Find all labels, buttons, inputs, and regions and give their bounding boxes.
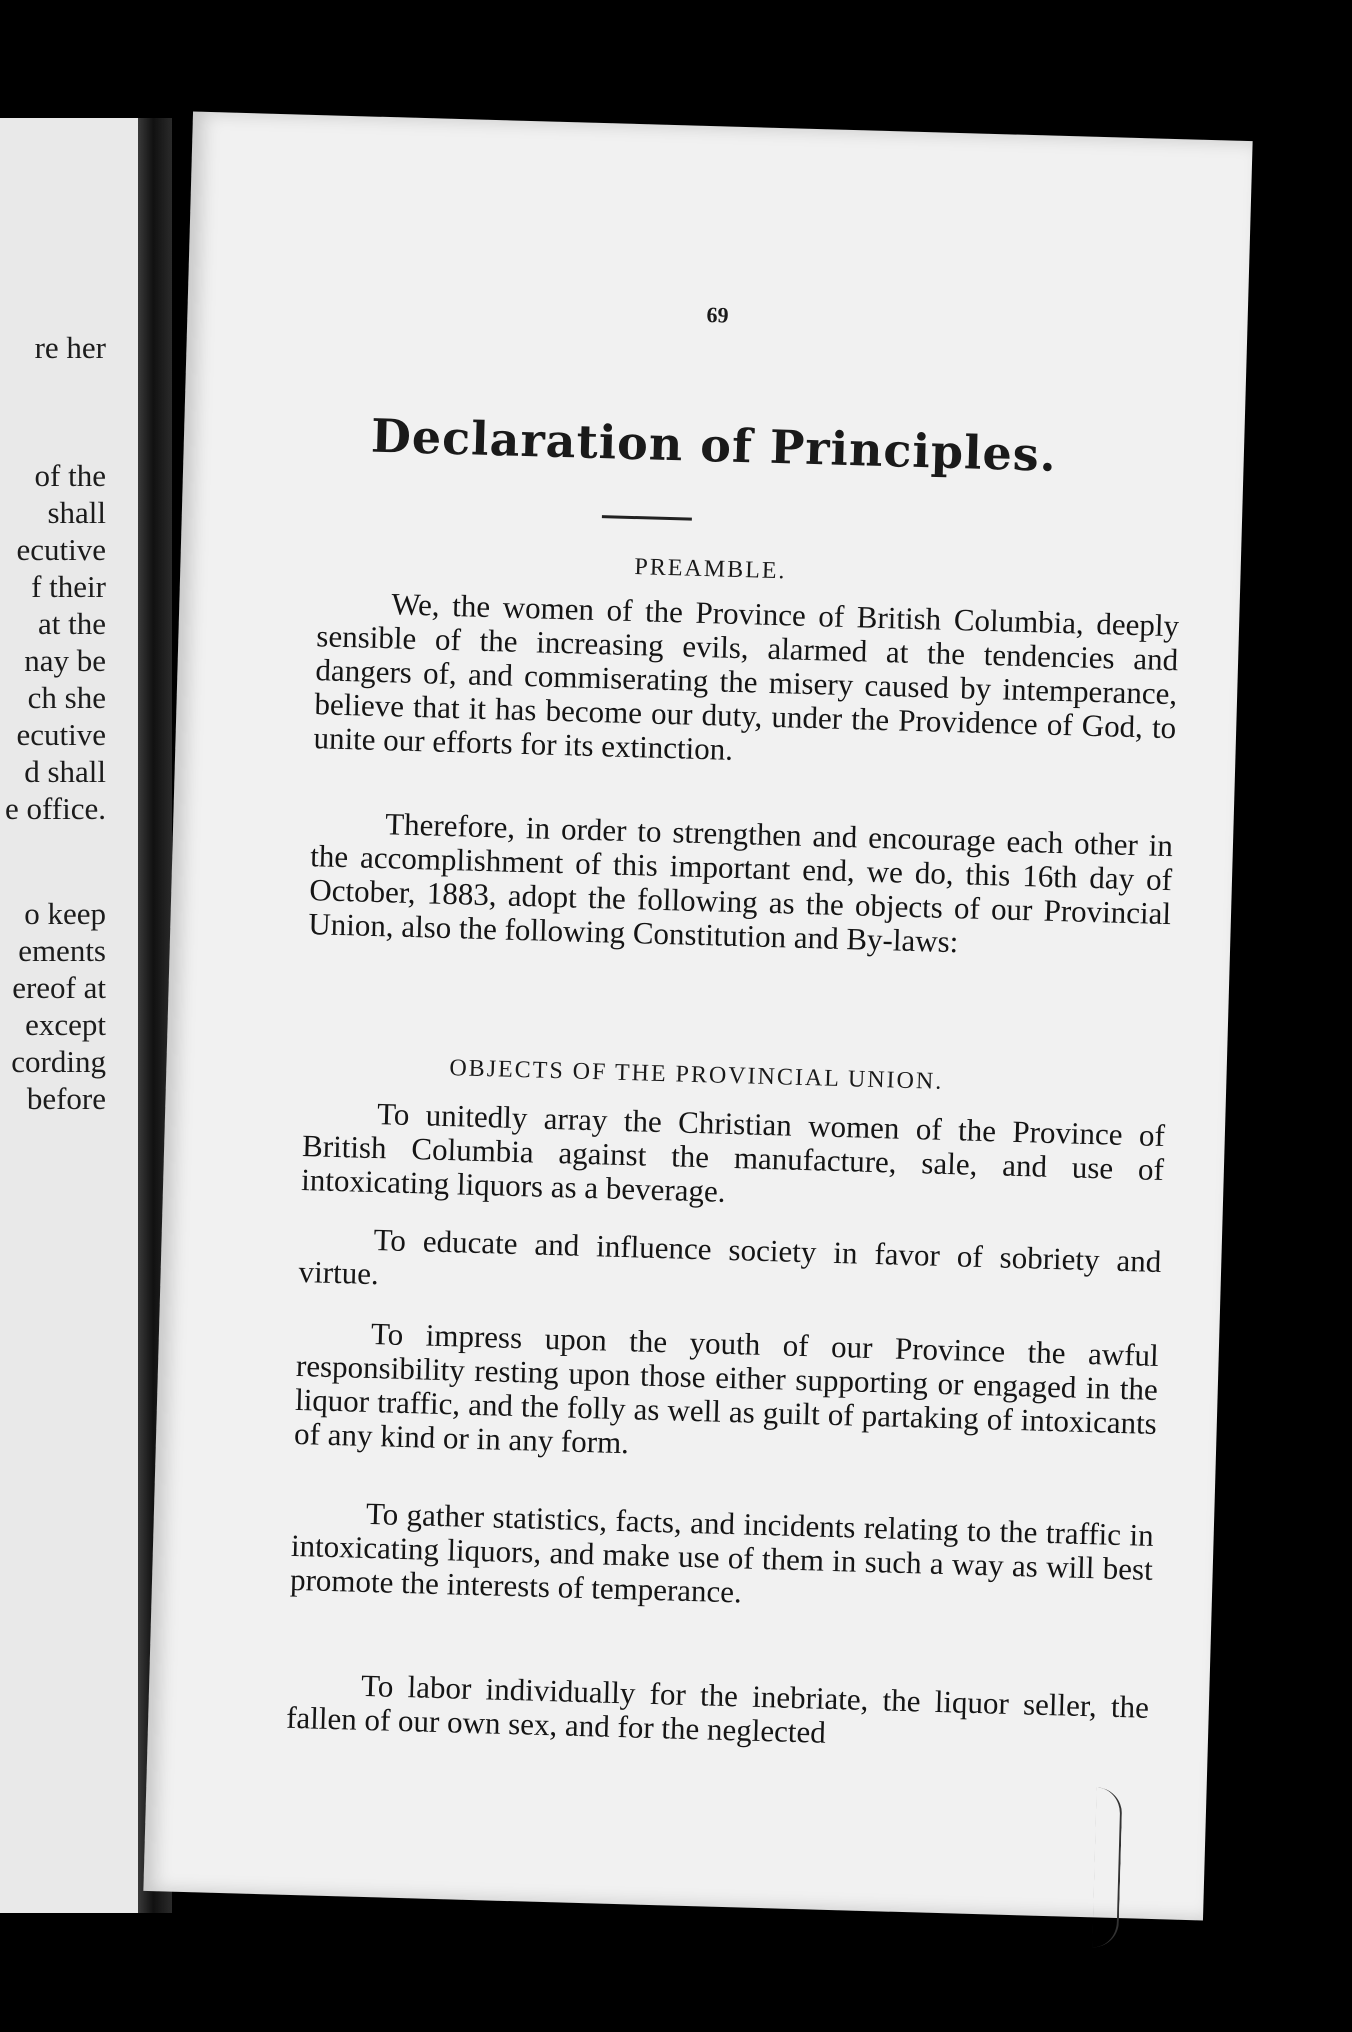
left-page-line: shall	[47, 495, 106, 530]
object-paragraph-5: To labor individually for the inebriate, the liquor seller, the fallen of our own sex, and for the neglected	[285, 1667, 1150, 1750]
left-page-line: except	[25, 1007, 106, 1042]
object-paragraph-2: To educate and influence society in favor of sobriety and virtue.	[298, 1222, 1162, 1292]
left-page-line: before	[26, 1081, 106, 1116]
object-paragraph-4: To gather statistics, facts, and incidents relating to the traffic in intoxicating liquors, and make use of them in such a way as will best promote the interests of temperance.	[289, 1495, 1155, 1610]
left-page-line: nay be	[24, 643, 106, 678]
left-page-line: ecutive	[16, 532, 106, 567]
left-page-line: at the	[38, 606, 106, 641]
preamble-paragraph-1: We, the women of the Province of British Columbia, deeply sensible of the increasing evils, alarmed at the tendencies and dangers of, and commiserating the misery caused by intemperance, believe that it has become our duty, under the Providence of God, to unite our efforts for its extinction.	[313, 586, 1180, 767]
left-page-line: of the	[34, 458, 106, 493]
title-rule	[602, 515, 692, 521]
left-page-line: f their	[31, 569, 106, 604]
left-page-line: d shall	[24, 754, 106, 789]
book-page	[143, 112, 1252, 1921]
left-page-line: e office.	[5, 791, 106, 826]
left-page-line: ch she	[27, 680, 106, 715]
left-page-line: o keep	[24, 896, 106, 931]
object-paragraph-3: To impress upon the youth of our Province the awful responsibility resting upon those either supporting or engaged in the liquor traffic, and the folly as well as guilt of partaking of intoxicants of any kind or in any form.	[293, 1316, 1160, 1461]
objects-heading: OBJECTS OF THE PROVINCIAL UNION.	[449, 1055, 944, 1095]
left-page-line: ecutive	[16, 717, 106, 752]
object-paragraph-1: To unitedly array the Christian women of the Province of British Columbia against the manufacture, sale, and use of intoxicating liquors as a beverage.	[300, 1096, 1166, 1209]
left-page-line: cording	[11, 1044, 106, 1079]
page-title: Declaration of Principles.	[370, 408, 1058, 482]
preamble-paragraph-2: Therefore, in order to strengthen and encourage each other in the accomplishment of this important end, we do, this 16th day of October, 1883, adopt the following as the objects of our Provincial Union, also the following Constitution and By-laws:	[307, 806, 1174, 960]
preamble-heading: PREAMBLE.	[634, 554, 787, 585]
previous-page-fragment	[0, 118, 142, 1913]
left-page-line: ereof at	[12, 970, 106, 1005]
page-number: 69	[706, 301, 729, 328]
pencil-bracket-mark	[1092, 1787, 1122, 1948]
left-page-line: ements	[18, 933, 106, 968]
left-page-line: re her	[34, 330, 106, 365]
